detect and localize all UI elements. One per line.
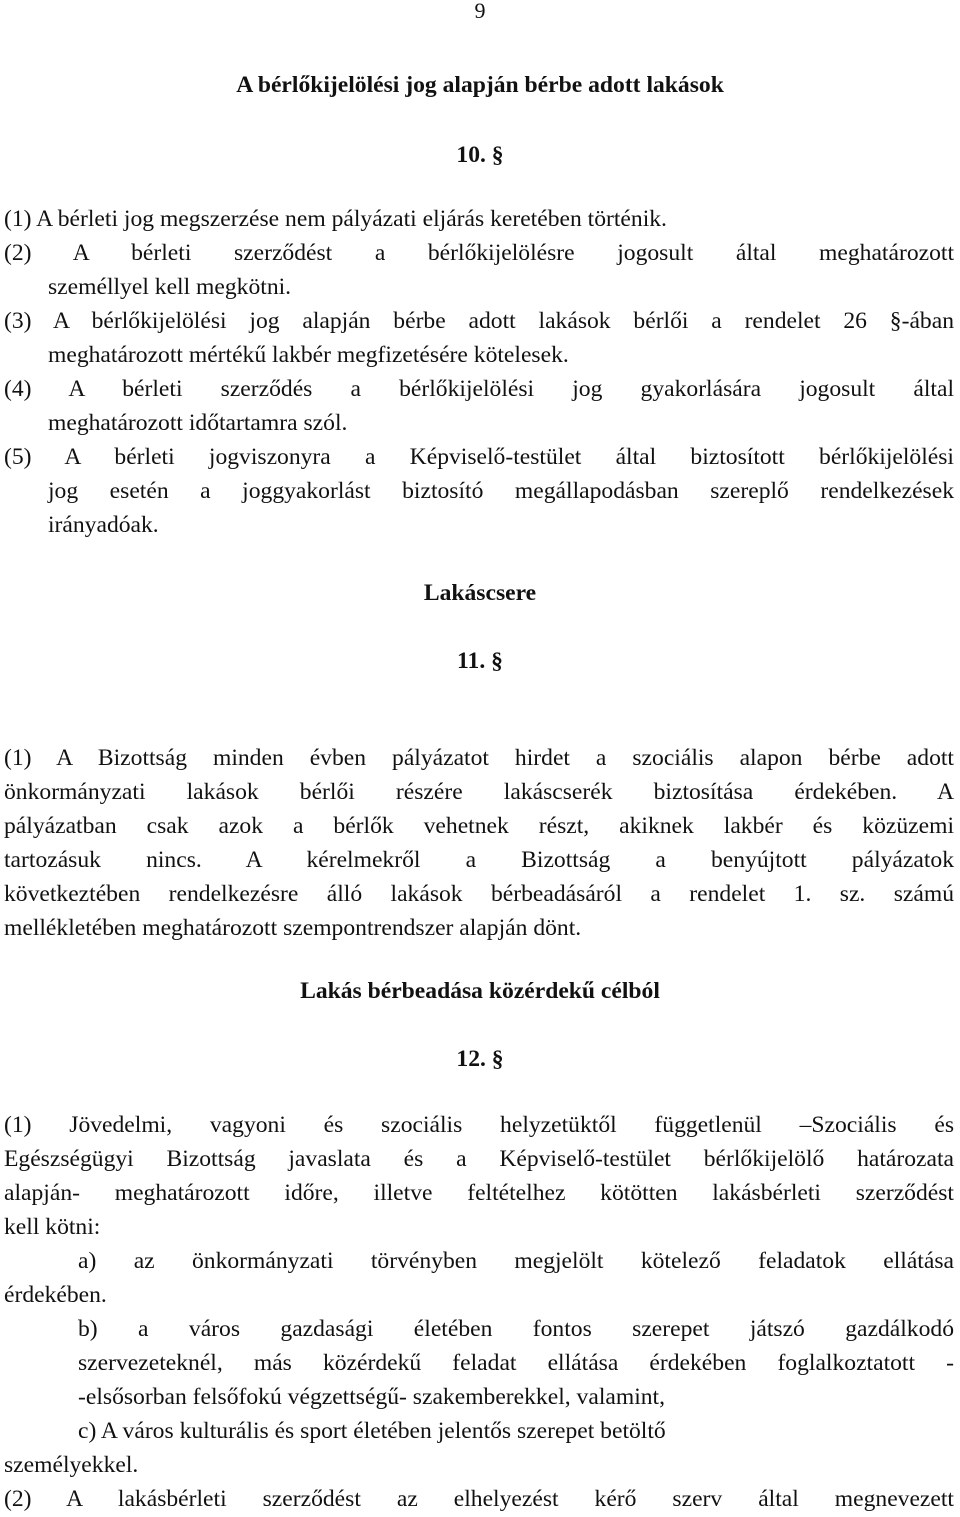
text-line: tartozásuk nincs. A kérelmekről a Bizottság a benyújtott pályázatok [4,847,954,873]
section-title: Lakás bérbeadása közérdekű célból [300,978,660,1004]
text-line: (2) A bérleti szerződést a bérlőkijelölésre jogosult által meghatározott [4,240,954,266]
text-line: (1) Jövedelmi, vagyoni és szociális helyzetüktől függetlenül –Szociális és [4,1112,954,1138]
text-line: (1) A bérleti jog megszerzése nem pályázati eljárás keretében történik. [4,206,667,232]
paragraph-label: 11. § [457,648,503,674]
text-line: személyekkel. [4,1452,139,1478]
text-line: a) az önkormányzati törvényben megjelölt kötelező feladatok ellátása [78,1248,954,1274]
text-line: személlyel kell megkötni. [48,274,292,300]
text-line: irányadóak. [48,512,159,538]
text-line: alapján- meghatározott időre, illetve feltételhez kötötten lakásbérleti szerződést [4,1180,954,1206]
page-number: 9 [474,0,486,23]
section-title: Lakáscsere [423,580,537,606]
text-line: mellékletében meghatározott szempontrendszer alapján dönt. [4,915,582,941]
text-line: Egészségügyi Bizottság javaslata és a Képviselő-testület bérlőkijelölő határozata [4,1146,954,1172]
text-line: c) A város kulturális és sport életében jelentős szerepet betöltő [78,1418,666,1444]
text-line: érdekében. [4,1282,107,1308]
text-line: kell kötni: [4,1214,101,1240]
text-line: önkormányzati lakások bérlői részére lakáscserék biztosítása érdekében. A [4,779,954,805]
text-line: (2) A lakásbérleti szerződést az elhelyezést kérő szerv által megnevezett [4,1486,954,1512]
text-line: meghatározott időtartamra szól. [48,410,348,436]
text-line: b) a város gazdasági életében fontos szerepet játszó gazdálkodó [78,1316,954,1342]
text-line: (3) A bérlőkijelölési jog alapján bérbe adott lakások bérlői a rendelet 26 §-ában [4,308,954,334]
text-line: (4) A bérleti szerződés a bérlőkijelölési jog gyakorlására jogosult által [4,376,954,402]
section-title: A bérlőkijelölési jog alapján bérbe adott lakások [236,72,724,98]
text-line: (5) A bérleti jogviszonyra a Képviselő-testület által biztosított bérlőkijelölési [4,444,954,470]
text-line: meghatározott mértékű lakbér megfizetésére kötelesek. [48,342,569,368]
text-line: következtében rendelkezésre álló lakások bérbeadásáról a rendelet 1. sz. számú [4,881,954,907]
text-line: szervezeteknél, más közérdekű feladat ellátása érdekében foglalkoztatott - [78,1350,954,1376]
text-line: jog esetén a joggyakorlást biztosító megállapodásban szereplő rendelkezések [48,478,954,504]
text-line: (1) A Bizottság minden évben pályázatot hirdet a szociális alapon bérbe adott [4,745,954,771]
text-line: pályázatban csak azok a bérlők vehetnek részt, akiknek lakbér és közüzemi [4,813,954,839]
paragraph-label: 10. § [456,142,504,168]
paragraph-label: 12. § [456,1046,504,1072]
text-line: -elsősorban felsőfokú végzettségű- szakemberekkel, valamint, [78,1384,666,1410]
